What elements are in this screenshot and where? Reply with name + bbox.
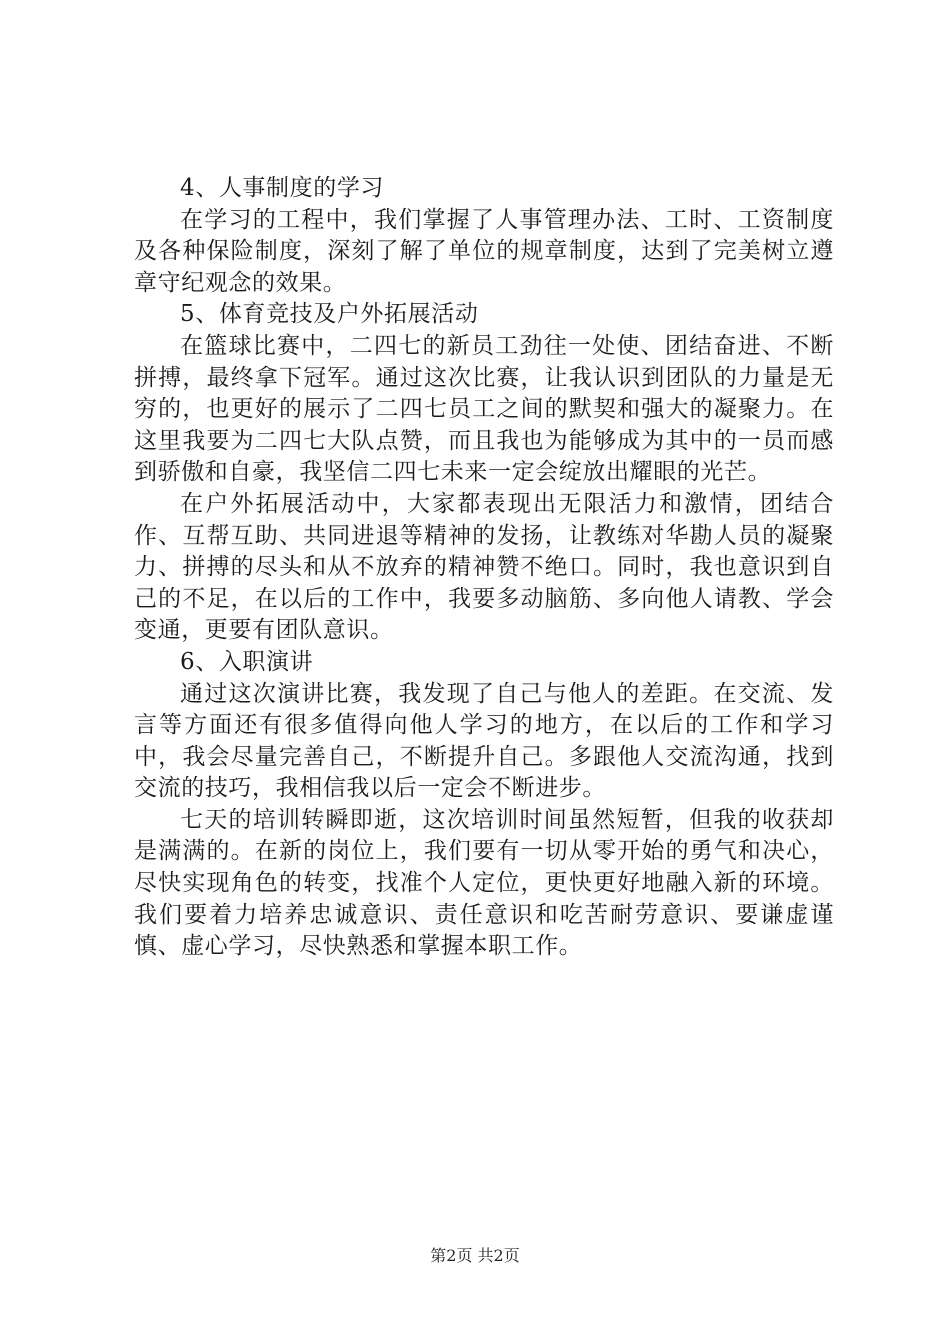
section-heading-sports-outdoor: 5、体育竞技及户外拓展活动 [180, 301, 479, 328]
page-number-footer: 第2页 共2页 [430, 1246, 520, 1265]
section-heading-onboarding-speech: 6、入职演讲 [180, 648, 314, 675]
paragraph-outdoor-activity: 在户外拓展活动中，大家都表现出无限活力和激情，团结合作、互帮互助、共同进退等精神的发扬，让教练对华勘人员的凝聚力、拼搏的尽头和从不放弃的精神赞不绝口。同时，我也意识到自己的不足，在以后的工作中，我要多动脑筋、多向他人请教、学会变通，更要有团队意识。 [134, 490, 834, 644]
paragraph-personnel-system: 在学习的工程中，我们掌握了人事管理办法、工时、工资制度及各种保险制度，深刻了解了单位的规章制度，达到了完美树立遵章守纪观念的效果。 [134, 206, 834, 296]
paragraph-speech-contest: 通过这次演讲比赛，我发现了自己与他人的差距。在交流、发言等方面还有很多值得向他人学习的地方，在以后的工作和学习中，我会尽量完善自己，不断提升自己。多跟他人交流沟通，找到交流的技巧，我相信我以后一定会不断进步。 [134, 680, 834, 802]
section-heading-personnel-system: 4、人事制度的学习 [180, 175, 385, 201]
paragraph-conclusion: 七天的培训转瞬即逝，这次培训时间虽然短暂，但我的收获却是满满的。在新的岗位上，我们要有一切从零开始的勇气和决心，尽快实现角色的转变，找准个人定位，更快更好地融入新的环境。我们要着力培养忠诚意识、责任意识和吃苦耐劳意识、要谦虚谨慎、虚心学习，尽快熟悉和掌握本职工作。 [134, 806, 834, 960]
document-body [134, 173, 834, 963]
paragraph-basketball: 在篮球比赛中，二四七的新员工劲往一处使、团结奋进、不断拼搏，最终拿下冠军。通过这次比赛，让我认识到团队的力量是无穷的，也更好的展示了二四七员工之间的默契和强大的凝聚力。在这里我要为二四七大队点赞，而且我也为能够成为其中的一员而感到骄傲和自豪，我坚信二四七未来一定会绽放出耀眼的光芒。 [134, 332, 834, 486]
